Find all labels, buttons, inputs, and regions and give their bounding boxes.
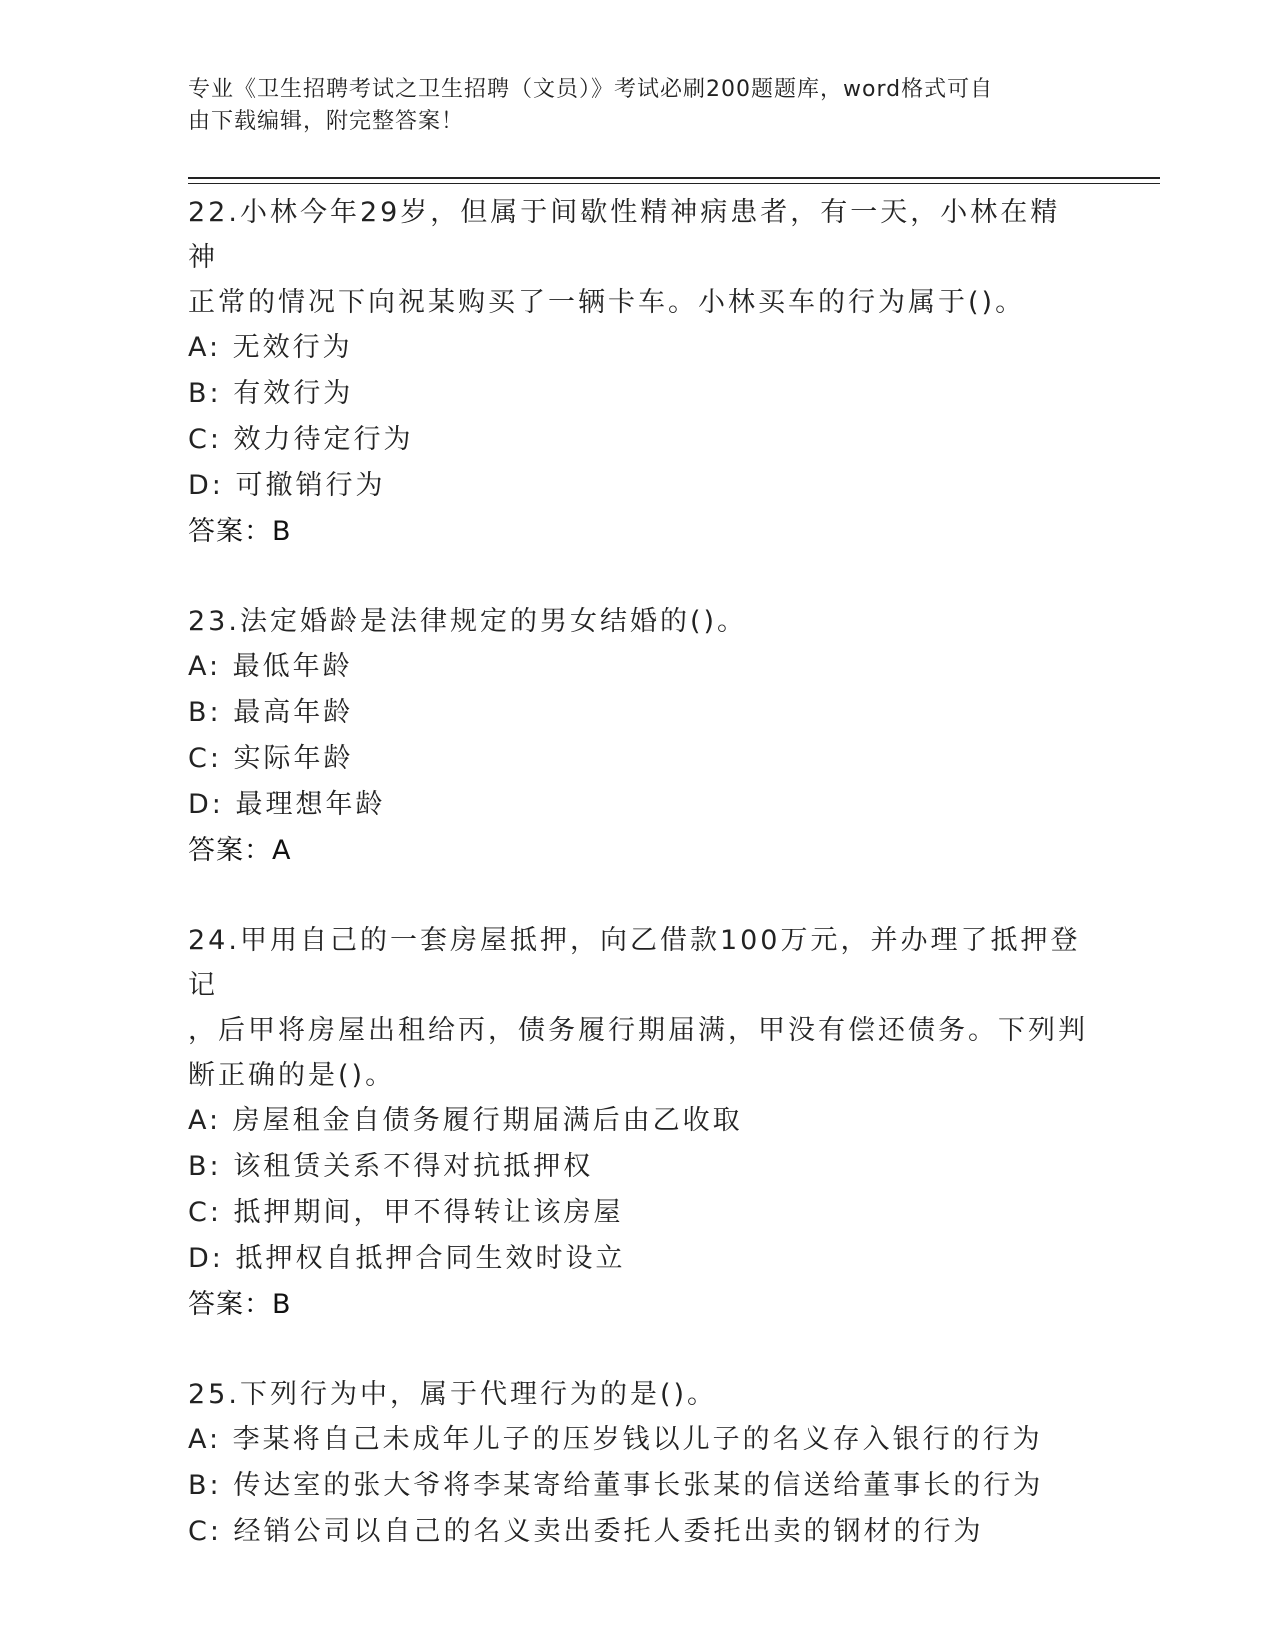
question-block (188, 1372, 1088, 1555)
question-spacer (188, 874, 1088, 918)
question-option: B: 该租赁关系不得对抗抵押权 (188, 1151, 594, 1182)
question-stem-line: 25.下列行为中，属于代理行为的是()。 (188, 1379, 718, 1410)
question-option: B: 最高年龄 (188, 697, 354, 728)
document-header (188, 74, 1068, 138)
question-stem-line: 23.法定婚龄是法律规定的男女结婚的()。 (188, 606, 748, 637)
question-option: C: 经销公司以自己的名义卖出委托人委托出卖的钢材的行为 (188, 1516, 984, 1547)
question-option: D: 抵押权自抵押合同生效时设立 (188, 1243, 626, 1274)
question-option: C: 实际年龄 (188, 743, 354, 774)
question-spacer (188, 555, 1088, 599)
header-line-1: 专业《卫生招聘考试之卫生招聘（文员）》考试必刷200题题库，word格式可自 (188, 77, 994, 102)
question-option: B: 传达室的张大爷将李某寄给董事长张某的信送给董事长的行为 (188, 1470, 1044, 1501)
question-stem-line: 正常的情况下向祝某购买了一辆卡车。小林买车的行为属于()。 (188, 287, 1026, 318)
header-divider-thin (188, 183, 1160, 184)
question-option: A: 房屋租金自债务履行期届满后由乙收取 (188, 1105, 743, 1136)
header-divider-thick (188, 177, 1160, 179)
question-answer: 答案：A (188, 835, 292, 866)
question-stem-line: 24.甲用自己的一套房屋抵押，向乙借款100万元，并办理了抵押登记 (188, 925, 1081, 1001)
question-block (188, 599, 1088, 874)
question-option: B: 有效行为 (188, 378, 354, 409)
question-option: C: 效力待定行为 (188, 424, 414, 455)
question-spacer (188, 1328, 1088, 1372)
question-option: A: 最低年龄 (188, 651, 353, 682)
question-stem-line: 22.小林今年29岁，但属于间歇性精神病患者，有一天，小林在精神 (188, 197, 1061, 273)
question-option: C: 抵押期间，甲不得转让该房屋 (188, 1197, 624, 1228)
question-stem-line: ，后甲将房屋出租给丙，债务履行期届满，甲没有偿还债务。下列判 (188, 1015, 1088, 1046)
header-line-2: 由下载编辑，附完整答案！ (188, 109, 465, 134)
question-option: A: 李某将自己未成年儿子的压岁钱以儿子的名义存入银行的行为 (188, 1424, 1043, 1455)
question-answer: 答案：B (188, 1289, 292, 1320)
question-answer: 答案：B (188, 516, 292, 547)
question-block (188, 918, 1088, 1328)
question-stem-line: 断正确的是()。 (188, 1060, 396, 1091)
question-option: D: 可撤销行为 (188, 470, 386, 501)
question-option: D: 最理想年龄 (188, 789, 386, 820)
question-list (188, 190, 1088, 1555)
question-block (188, 190, 1088, 555)
question-option: A: 无效行为 (188, 332, 353, 363)
